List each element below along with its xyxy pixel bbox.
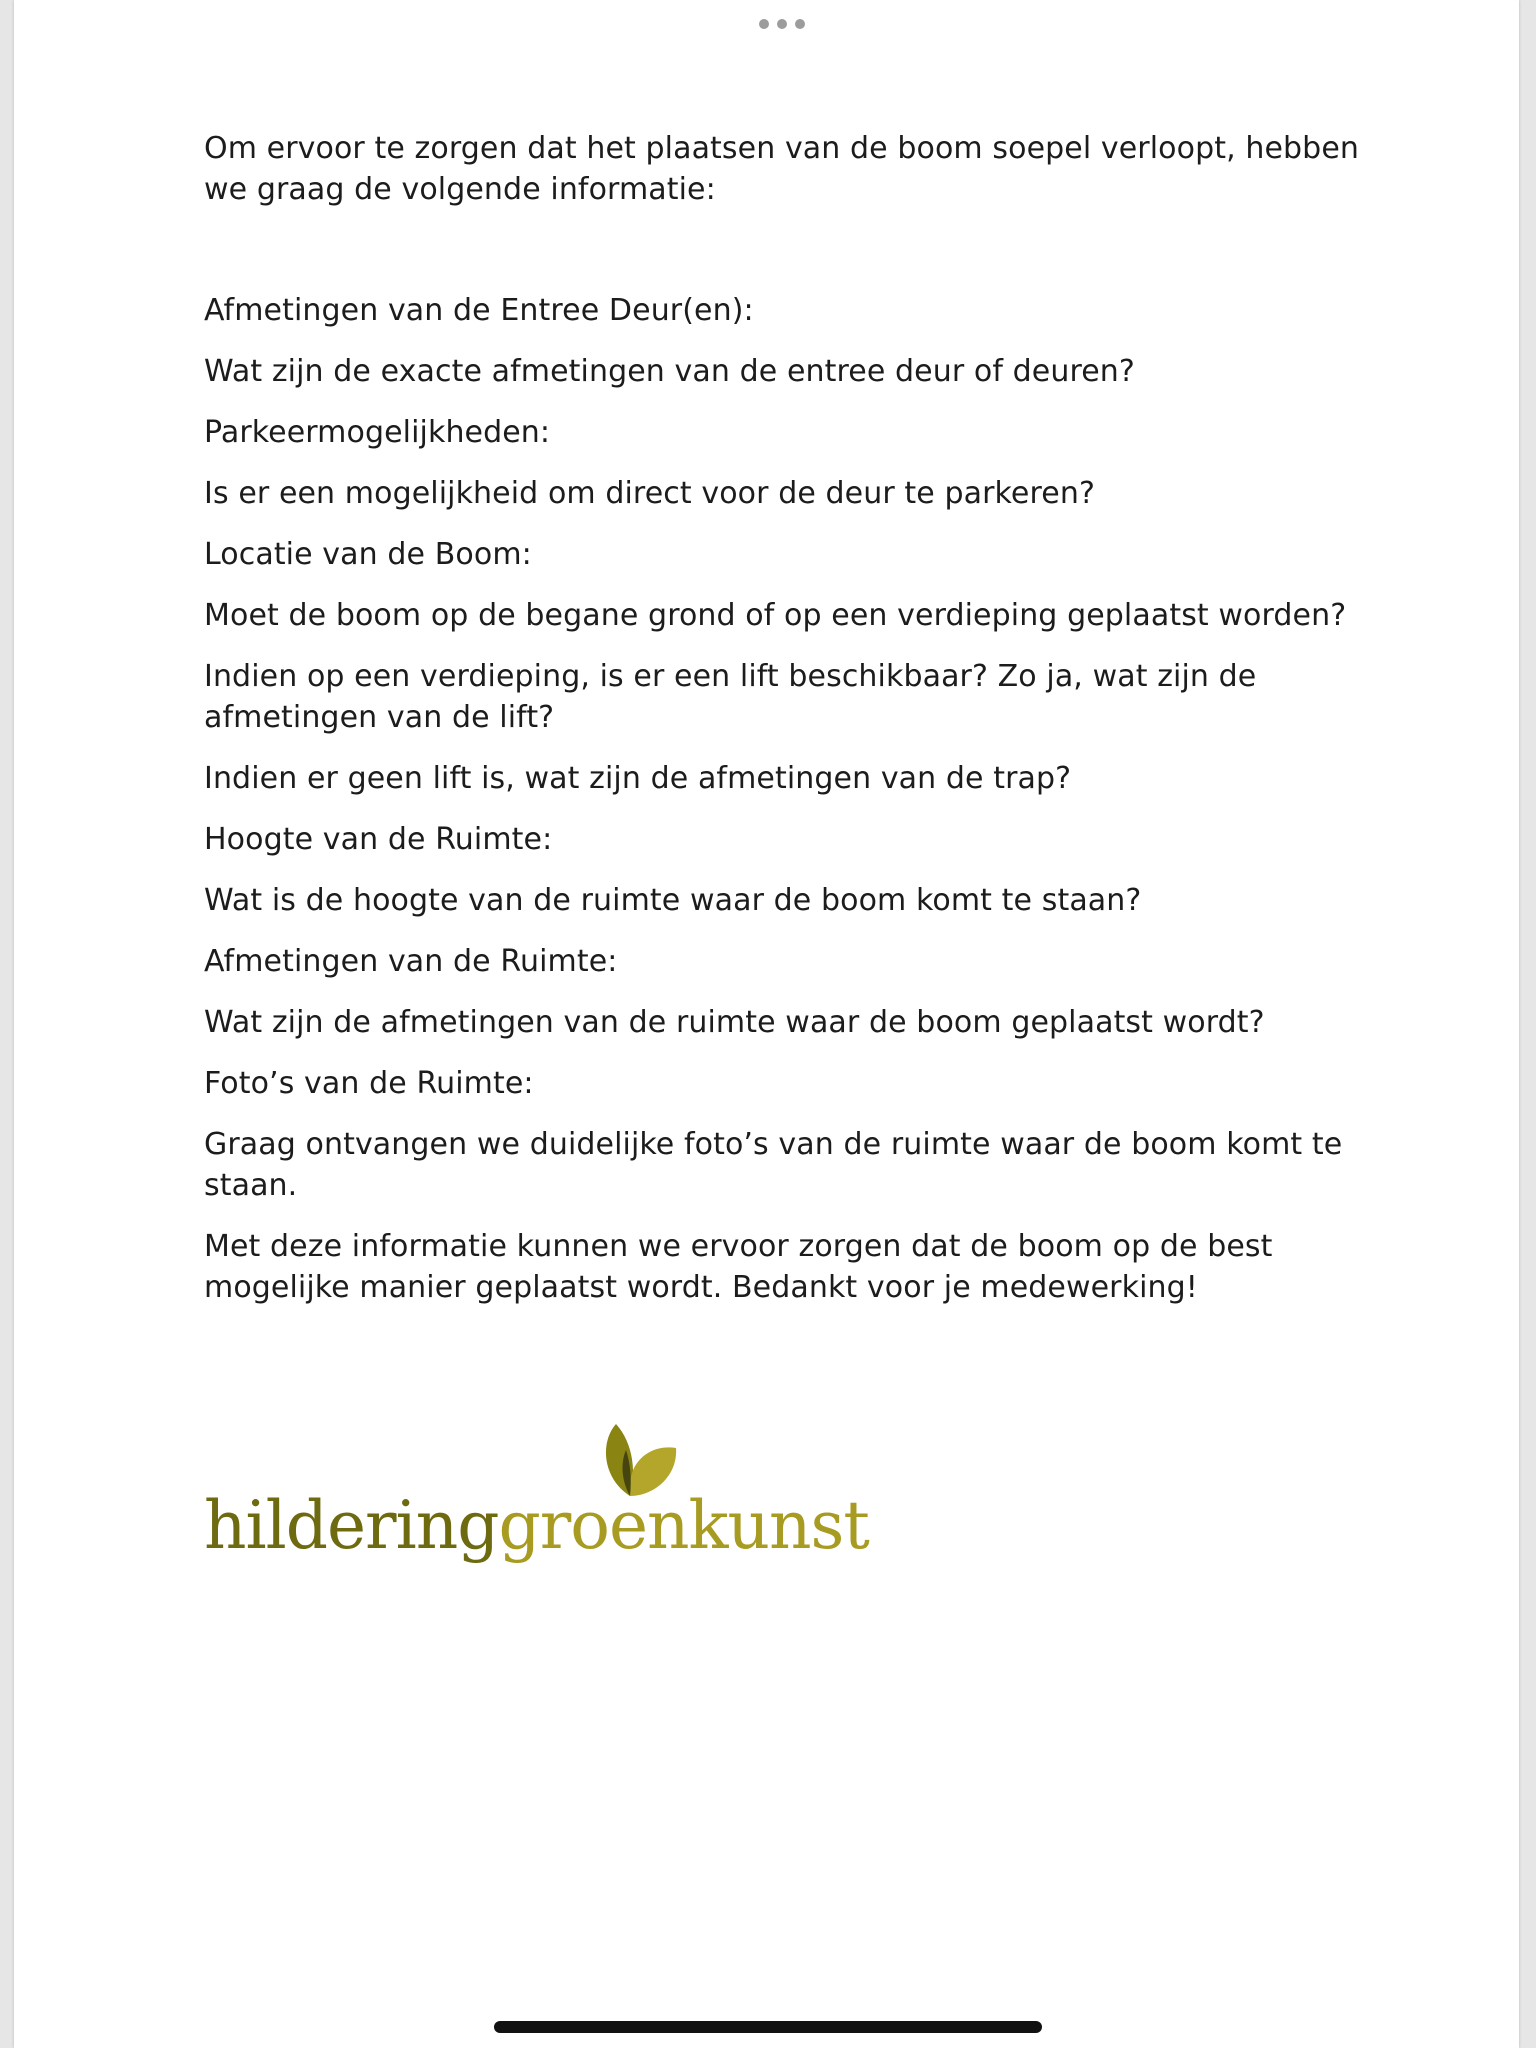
question-afmetingen-ruimte: Wat zijn de afmetingen van de ruimte waar de boom geplaatst wordt? xyxy=(204,1005,1265,1040)
question-entree-deuren: Wat zijn de exacte afmetingen van de entree deur of deuren? xyxy=(204,354,1135,389)
question-verdieping: Moet de boom op de begane grond of op een verdieping geplaatst worden? xyxy=(204,598,1347,633)
question-parkeren: Is er een mogelijkheid om direct voor de deur te parkeren? xyxy=(204,476,1095,511)
company-logo xyxy=(204,1418,869,1578)
heading-locatie: Locatie van de Boom: xyxy=(204,537,532,572)
logo-wordmark xyxy=(204,1486,869,1566)
logo-text-groenkunst: groenkunst xyxy=(498,1487,869,1564)
more-options-icon[interactable] xyxy=(759,18,805,30)
home-indicator[interactable] xyxy=(494,2021,1042,2033)
logo-text-hildering: hildering xyxy=(204,1487,499,1564)
heading-entree-deuren: Afmetingen van de Entree Deur(en): xyxy=(204,293,754,328)
dot xyxy=(759,19,769,29)
closing-paragraph: Met deze informatie kunnen we ervoor zorgen dat de boom op de best mogelijke manier geplaatst wordt. Bedankt voor je medewerking! xyxy=(204,1229,1273,1305)
question-hoogte: Wat is de hoogte van de ruimte waar de boom komt te staan? xyxy=(204,883,1142,918)
dot xyxy=(777,19,787,29)
question-trap: Indien er geen lift is, wat zijn de afmetingen van de trap? xyxy=(204,761,1072,796)
document-body xyxy=(204,128,1384,1328)
heading-afmetingen-ruimte: Afmetingen van de Ruimte: xyxy=(204,944,618,979)
heading-fotos: Foto’s van de Ruimte: xyxy=(204,1066,534,1101)
question-fotos: Graag ontvangen we duidelijke foto’s van de ruimte waar de boom komt te staan. xyxy=(204,1127,1343,1203)
heading-parkeren: Parkeermogelijkheden: xyxy=(204,415,551,450)
dot xyxy=(795,19,805,29)
intro-paragraph: Om ervoor te zorgen dat het plaatsen van de boom soepel verloopt, hebben we graag de volgende informatie: xyxy=(204,131,1359,207)
heading-hoogte: Hoogte van de Ruimte: xyxy=(204,822,553,857)
question-lift: Indien op een verdieping, is er een lift beschikbaar? Zo ja, wat zijn de afmetingen van de lift? xyxy=(204,659,1257,735)
document-page[interactable] xyxy=(14,0,1519,2048)
